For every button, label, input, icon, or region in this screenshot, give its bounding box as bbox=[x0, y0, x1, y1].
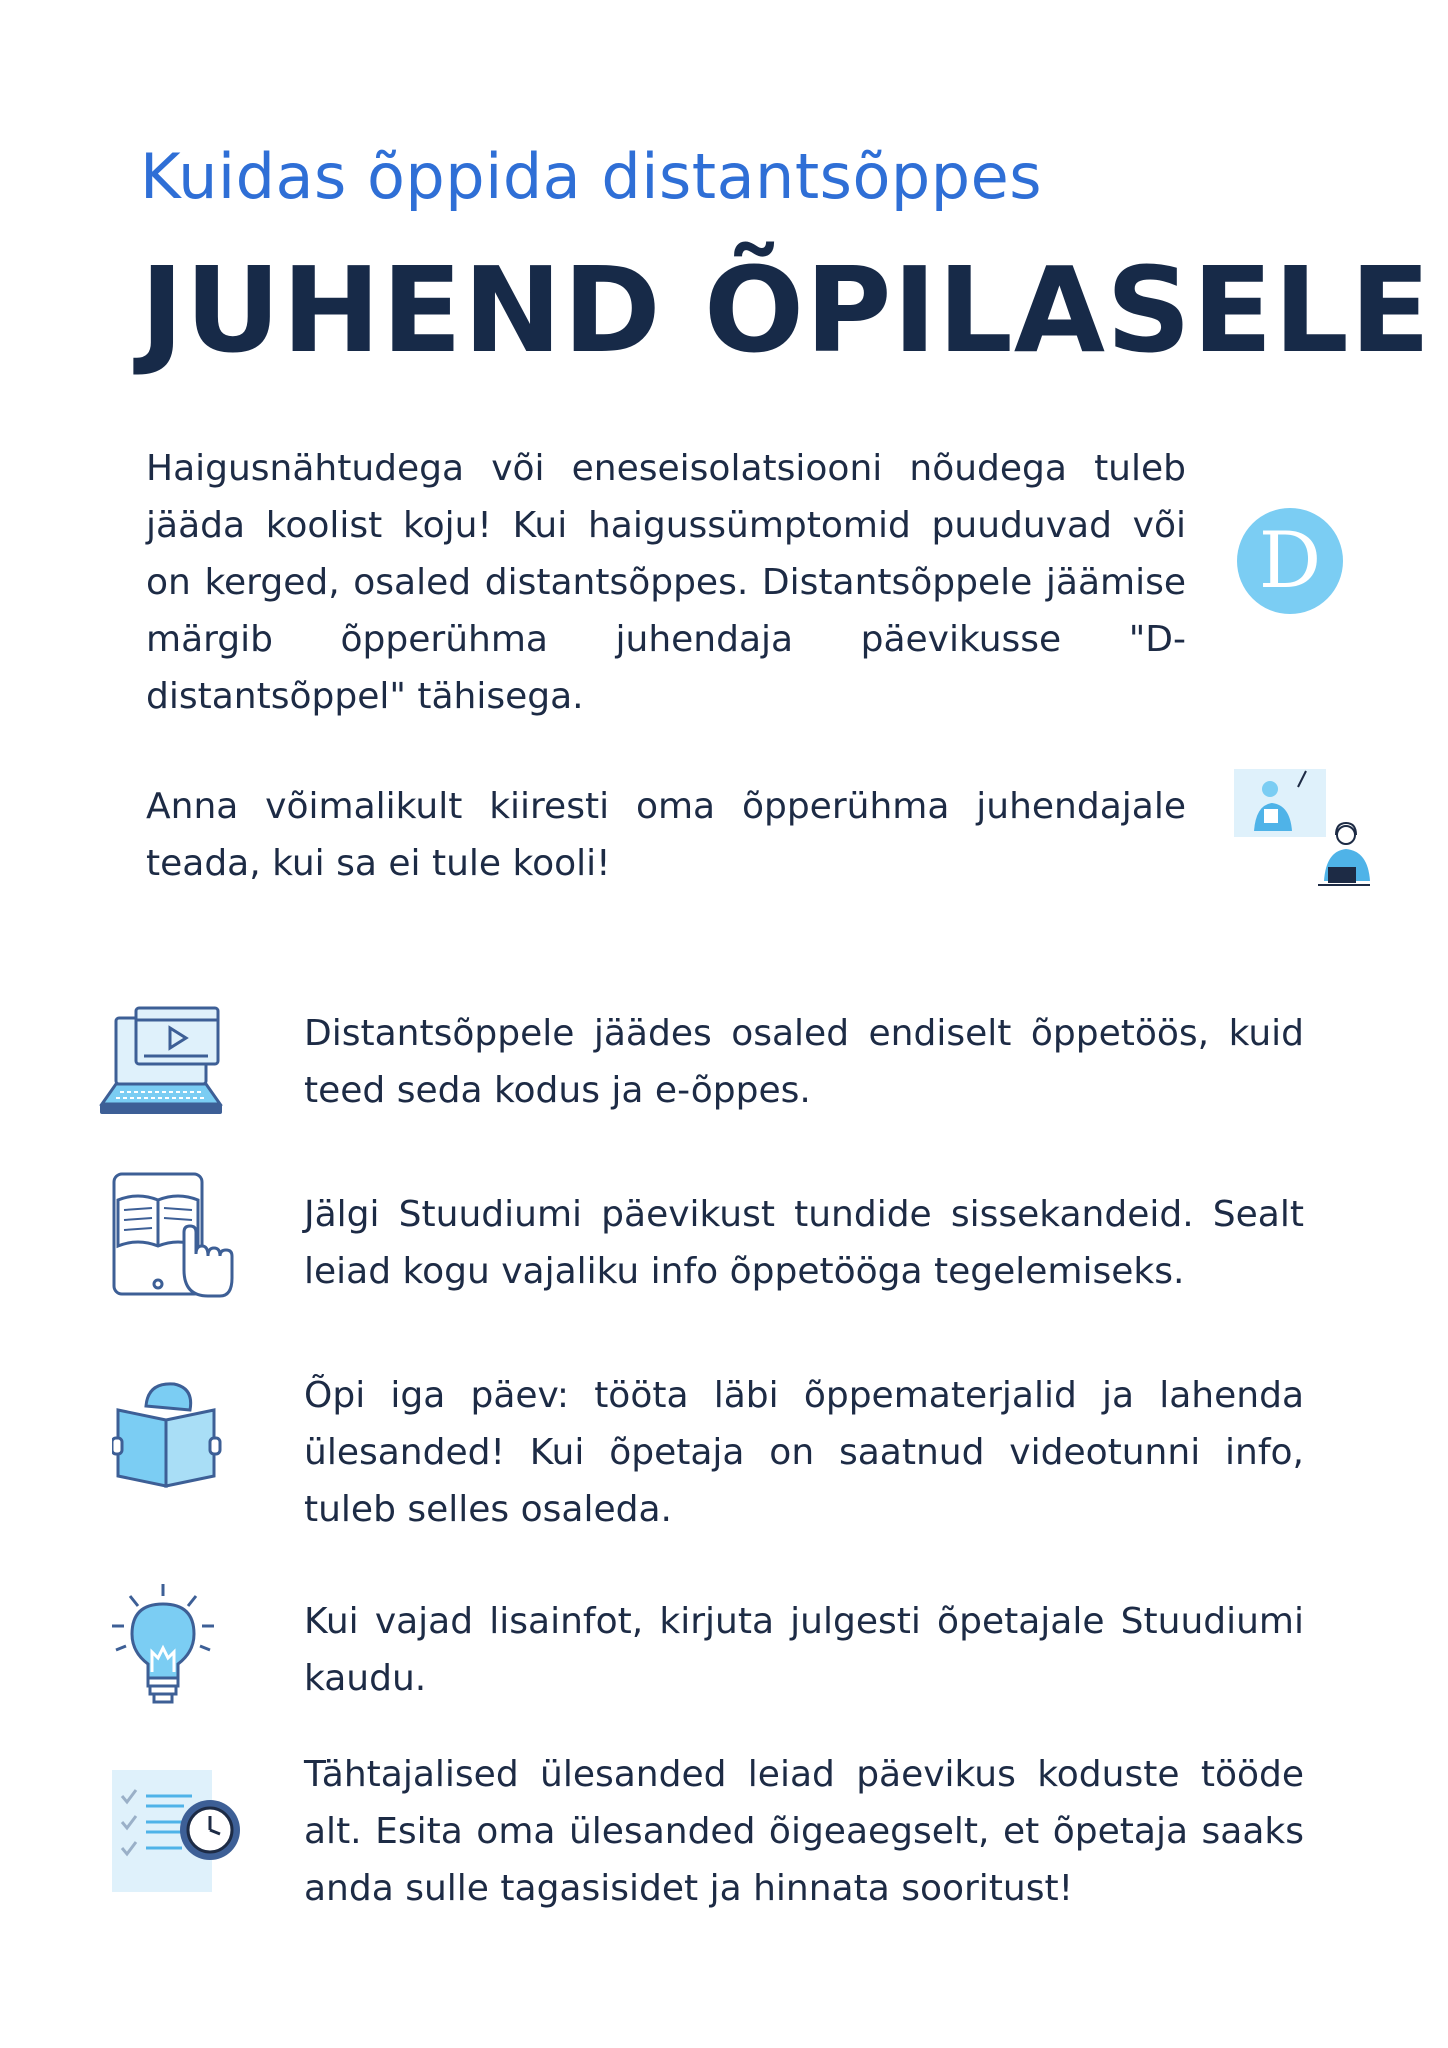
tablet-book-icon bbox=[108, 1170, 238, 1300]
item-text-5: Tähtajalised ülesanded leiad päevikus koduste tööde alt. Esita oma ülesanded õigeaegselt, et õpetaja saaks anda sulle tagasisidet ja hinnata sooritust! bbox=[304, 1754, 1304, 1909]
reading-student-icon bbox=[112, 1380, 222, 1490]
intro-paragraph-1: Haigusnähtudega või eneseisolatsiooni nõudega tuleb jääda koolist koju! Kui haigussümptomid puuduvad või on kerged, osaled distantsõppes. Distantsõppele jäämise märgib õpperühma juhendaja päevikusse "D-distantsõppel" tähisega. bbox=[146, 448, 1186, 717]
laptop-video-icon bbox=[96, 1004, 226, 1134]
page-subtitle: Kuidas õppida distantsõppes bbox=[140, 140, 1043, 213]
lightbulb-icon bbox=[108, 1580, 218, 1710]
item-text-1: Distantsõppele jäädes osaled endiselt õppetöös, kuid teed seda kodus ja e-õppes. bbox=[304, 1013, 1304, 1111]
page-title: JUHEND ÕPILASELE bbox=[140, 241, 1432, 379]
item-text-2: Jälgi Stuudiumi päevikust tundide sissekandeid. Sealt leiad kogu vajaliku info õppetööga tegelemiseks. bbox=[304, 1194, 1304, 1292]
intro-paragraph-2: Anna võimalikult kiiresti oma õpperühma juhendajale teada, kui sa ei tule kooli! bbox=[146, 786, 1186, 884]
video-call-illustration-icon bbox=[1228, 765, 1388, 895]
item-text-3: Õpi iga päev: tööta läbi õppematerjalid ja lahenda ülesanded! Kui õpetaja on saatnud videotunni info, tuleb selles osaleda. bbox=[304, 1375, 1304, 1530]
item-text-4: Kui vajad lisainfot, kirjuta julgesti õpetajale Stuudiumi kaudu. bbox=[304, 1601, 1304, 1699]
d-badge-icon: D bbox=[1237, 508, 1343, 614]
checklist-clock-icon bbox=[112, 1766, 252, 1896]
